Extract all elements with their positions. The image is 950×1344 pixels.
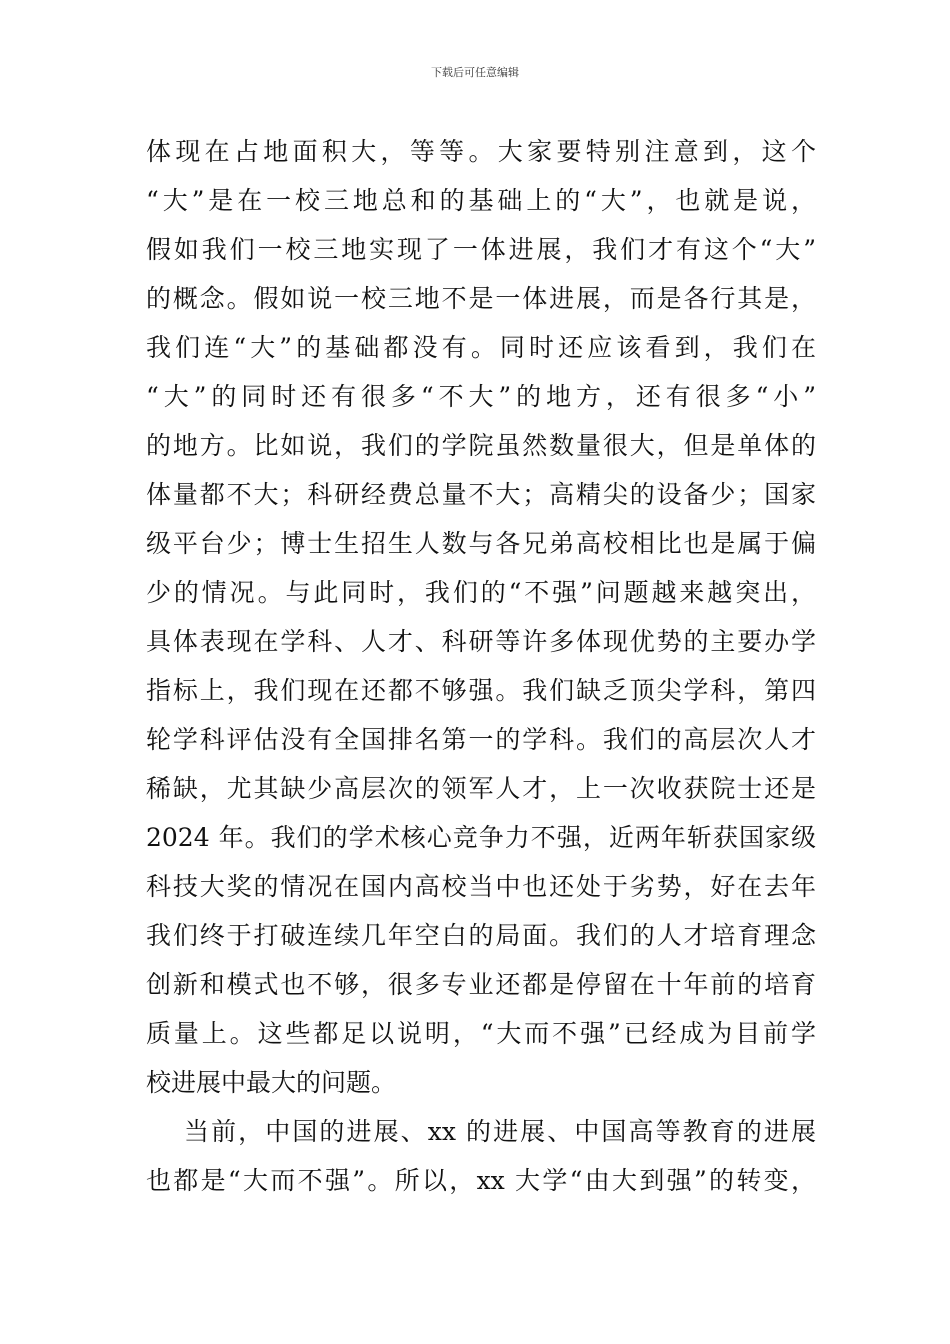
- text-line: 校进展中最大的问题。: [146, 1068, 397, 1097]
- text-line: “大”是在一校三地总和的基础上的“大”，也就是说，: [146, 186, 816, 215]
- paragraph-first-line: 当前，中国的进展、xx 的进展、中国高等教育的进展: [184, 1117, 816, 1146]
- text-line: 科技大奖的情况在国内高校当中也还处于劣势，好在去年: [146, 872, 816, 901]
- text-line: 质量上。这些都足以说明，“大而不强”已经成为目前学: [146, 1019, 816, 1048]
- text-line: 具体表现在学科、人才、科研等许多体现优势的主要办学: [146, 627, 816, 656]
- text-line: 指标上，我们现在还都不够强。我们缺乏顶尖学科，第四: [146, 676, 816, 705]
- text-line: 的地方。比如说，我们的学院虽然数量很大，但是单体的: [146, 431, 816, 460]
- text-line: 体现在占地面积大，等等。大家要特别注意到，这个: [146, 137, 816, 166]
- text-line: 轮学科评估没有全国排名第一的学科。我们的高层次人才: [146, 725, 816, 754]
- text-line: 级平台少；博士生招生人数与各兄弟高校相比也是属于偏: [146, 529, 816, 558]
- text-line: 体量都不大；科研经费总量不大；高精尖的设备少；国家: [146, 480, 816, 509]
- header-note: 下载后可任意编辑: [431, 66, 519, 79]
- text-line: 也都是“大而不强”。所以，xx 大学“由大到强”的转变，: [146, 1166, 816, 1195]
- text-line: 稀缺，尤其缺少高层次的领军人才，上一次收获院士还是: [146, 774, 816, 803]
- text-line: 我们终于打破连续几年空白的局面。我们的人才培育理念: [146, 921, 816, 950]
- text-line: “大”的同时还有很多“不大”的地方，还有很多“小”: [146, 382, 816, 411]
- text-line: 少的情况。与此同时，我们的“不强”问题越来越突出，: [146, 578, 816, 607]
- body-text: [146, 127, 816, 1205]
- text-line: 假如我们一校三地实现了一体进展，我们才有这个“大”: [146, 235, 816, 264]
- text-line: 的概念。假如说一校三地不是一体进展，而是各行其是，: [146, 284, 816, 313]
- text-line: 我们连“大”的基础都没有。同时还应该看到，我们在: [146, 333, 816, 362]
- text-line: 创新和模式也不够，很多专业还都是停留在十年前的培育: [146, 970, 816, 999]
- text-line: 2024 年。我们的学术核心竞争力不强，近两年斩获国家级: [146, 823, 816, 852]
